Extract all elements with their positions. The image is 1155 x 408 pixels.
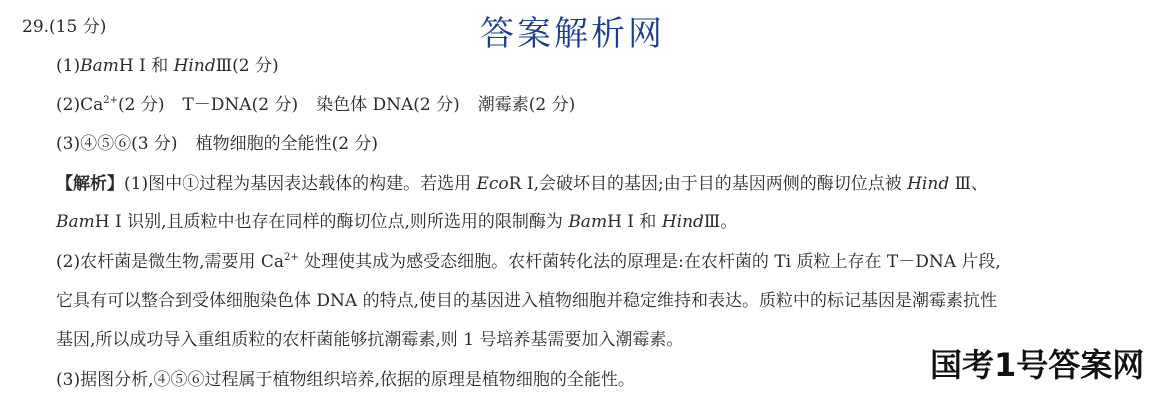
answer-part-1-score: Ⅲ(2 分) [215,56,279,76]
analysis-text: (1)图中①过程为基因表达载体的构建。若选用 [124,174,477,194]
answer-part-2-item-4: 潮霉素(2 分) [477,95,576,115]
question-header: 29.(15 分) [22,17,107,37]
analysis-text: H Ⅰ 和 [607,212,662,232]
analysis-text: Ⅲ。 [703,212,738,232]
answer-part-2-item-2: T－DNA(2 分) [182,95,299,115]
analysis-text: Ⅲ、 [949,174,989,194]
answer-part-2-prefix: (2)Ca [56,95,104,115]
analysis-line-5: 基因,所以成功导入重组质粒的农杆菌能够抗潮霉素,则 1 号培养基需要加入潮霉素。 [56,330,684,350]
answer-part-2 [56,94,575,116]
analysis-line-6: (3)据图分析,④⑤⑥过程属于植物组织培养,依据的原理是植物细胞的全能性。 [56,370,635,390]
enzyme-hind: Hind [661,212,704,232]
enzyme-bam: Bam [56,212,95,232]
answer-part-1-text: H Ⅰ 和 [118,56,174,76]
superscript: 2+ [284,252,299,263]
answer-part-3-item-1: (3)④⑤⑥(3 分) [56,134,178,154]
analysis-label: 【解析】 [56,174,124,194]
enzyme-hind: Hind [173,56,216,76]
enzyme-bam: Bam [80,56,119,76]
answer-part-1-prefix: (1) [56,56,81,76]
superscript: 2+ [103,95,118,106]
answer-part-3-item-2: 植物细胞的全能性(2 分) [195,134,379,154]
enzyme-bam: Bam [568,212,608,232]
enzyme-hind: Hind [907,174,950,194]
enzyme-eco: Eco [476,174,509,194]
analysis-text: (2)农杆菌是微生物,需要用 Ca [56,252,285,272]
watermark-bottom: 国考1号答案网 [930,346,1145,384]
answer-part-3 [56,133,378,155]
analysis-line-2 [56,211,737,233]
analysis-line-3 [56,251,1001,273]
answer-part-1 [56,55,279,77]
analysis-text: 处理使其成为感受态细胞。农杆菌转化法的原理是:在农杆菌的 Ti 质粒上存在 T－DNA 片段, [298,252,1001,272]
analysis-line-4: 它具有可以整合到受体细胞染色体 DNA 的特点,使目的基因进入植物细胞并稳定维持和表达。质粒中的标记基因是潮霉素抗性 [56,291,997,311]
answer-part-2-item-3: 染色体 DNA(2 分) [316,95,460,115]
answer-part-2-item-1: (2 分) [117,95,165,115]
analysis-line-1 [56,173,988,195]
analysis-text: R Ⅰ,会破坏目的基因;由于目的基因两侧的酶切位点被 [508,174,908,194]
analysis-text: H Ⅰ 识别,且质粒中也存在同样的酶切位点,则所选用的限制酶为 [94,212,569,232]
watermark-top: 答案解析网 [480,14,665,54]
